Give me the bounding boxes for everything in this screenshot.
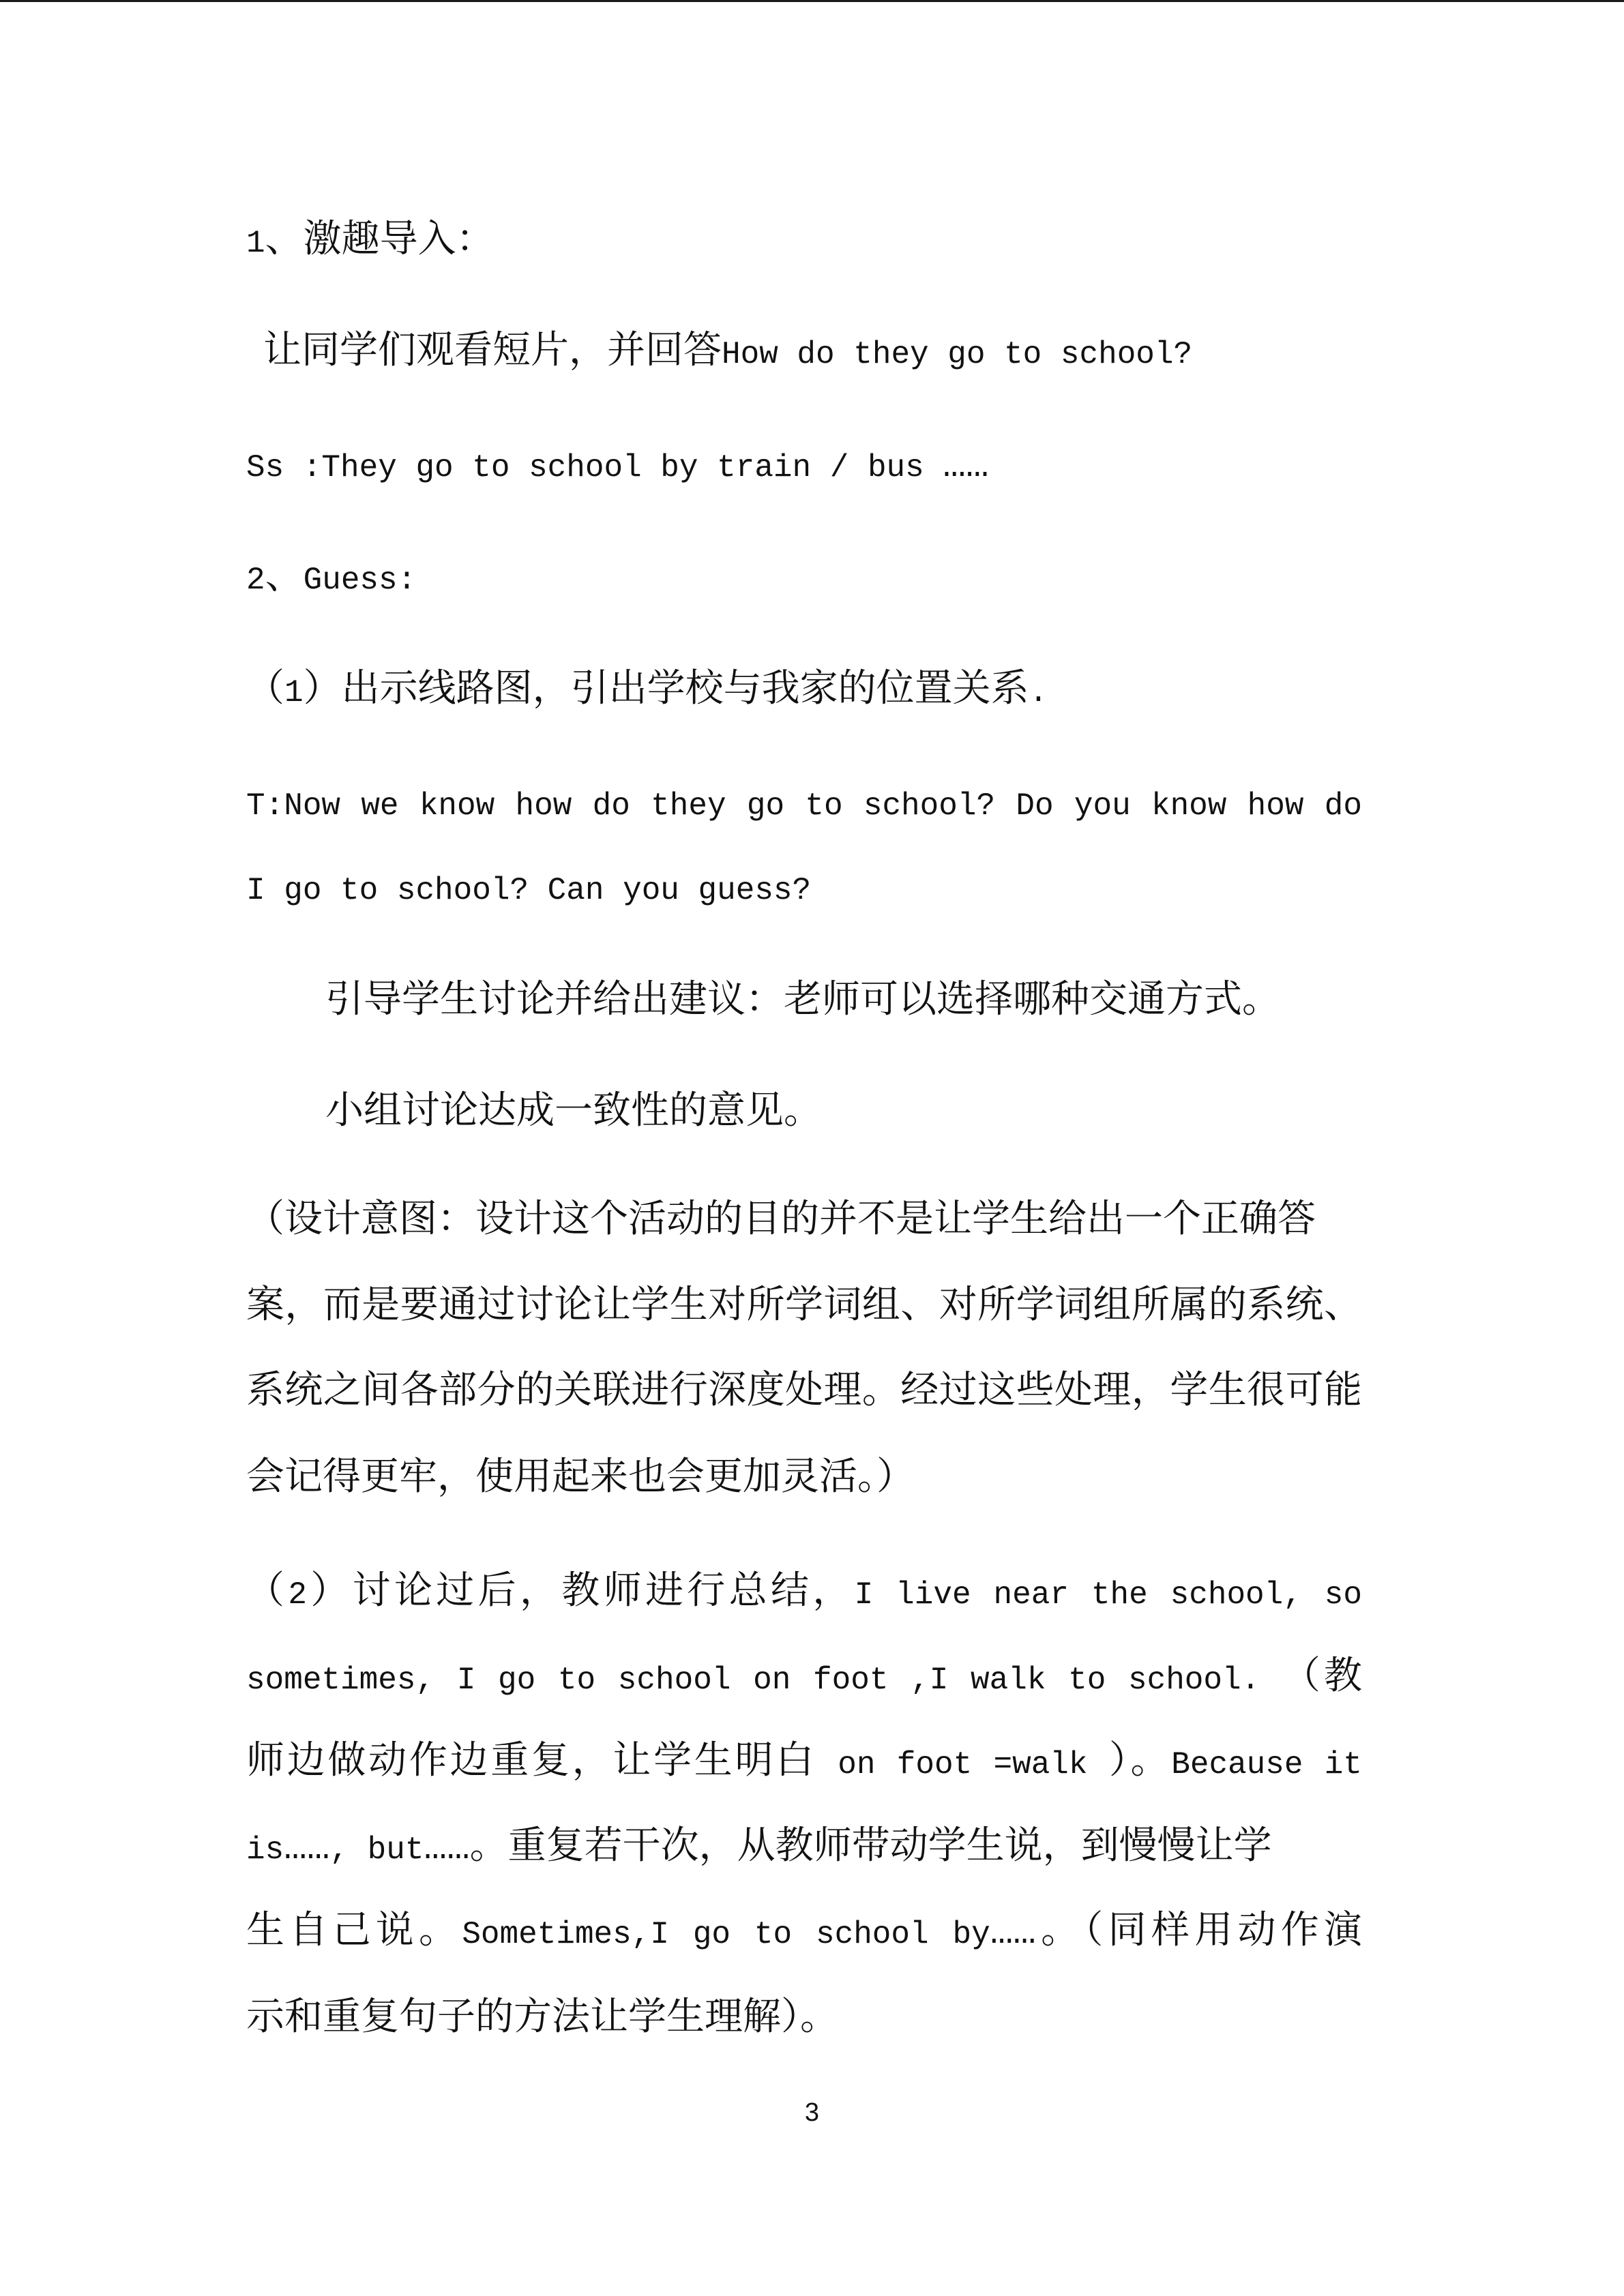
step-2-line-5: 生自己说。Sometimes,I go to school by……。（同样用动作演 [246,1911,1362,1954]
top-border-rule [0,0,1624,2]
design-intent-line-4: 会记得更牢，使用起来也会更加灵活。） [246,1457,915,1501]
step-2-line-4: is……, but……。重复若干次，从教师带动学生说，到慢慢让学 [246,1826,1272,1870]
video-instruction-line: 让同学们观看短片，并回答How do they go to school? [263,331,1193,374]
section-1-heading: 1、激趣导入： [246,220,494,263]
students-answer-line: Ss :They go to school by train / bus …… [246,444,989,488]
design-intent-line-2: 案，而是要通过讨论让学生对所学词组、对所学词组所属的系统、 [246,1285,1362,1329]
step-1-line: （1）出示线路图，引出学校与我家的位置关系. [246,669,1048,713]
step-2-line-6: 示和重复句子的方法让学生理解）。 [246,1997,838,2041]
teacher-question-line-2: I go to school? Can you guess? [246,873,812,908]
discussion-guide-line: 引导学生讨论并给出建议：老师可以选择哪种交通方式。 [325,980,1280,1024]
group-consensus-line: 小组讨论达成一致性的意见。 [325,1091,822,1135]
step-2-line-3: 师边做动作边重复，让学生明白 on foot =walk ）。Because it [246,1741,1363,1785]
section-2-heading: 2、Guess: [246,556,417,600]
design-intent-line-3: 系统之间各部分的关联进行深度处理。经过这些处理，学生很可能 [246,1371,1362,1414]
step-2-line-1: （2）讨论过后，教师进行总结，I live near the school, so [246,1571,1363,1615]
step-2-line-2: sometimes, I go to school on foot ,I walk to school. （教 [246,1656,1363,1700]
page-number: 3 [804,2098,820,2127]
design-intent-line-1: （设计意图：设计这个活动的目的并不是让学生给出一个正确答 [246,1199,1316,1243]
teacher-question-line-1: T:Now we know how do they go to school? Do you know how do [246,788,1362,824]
